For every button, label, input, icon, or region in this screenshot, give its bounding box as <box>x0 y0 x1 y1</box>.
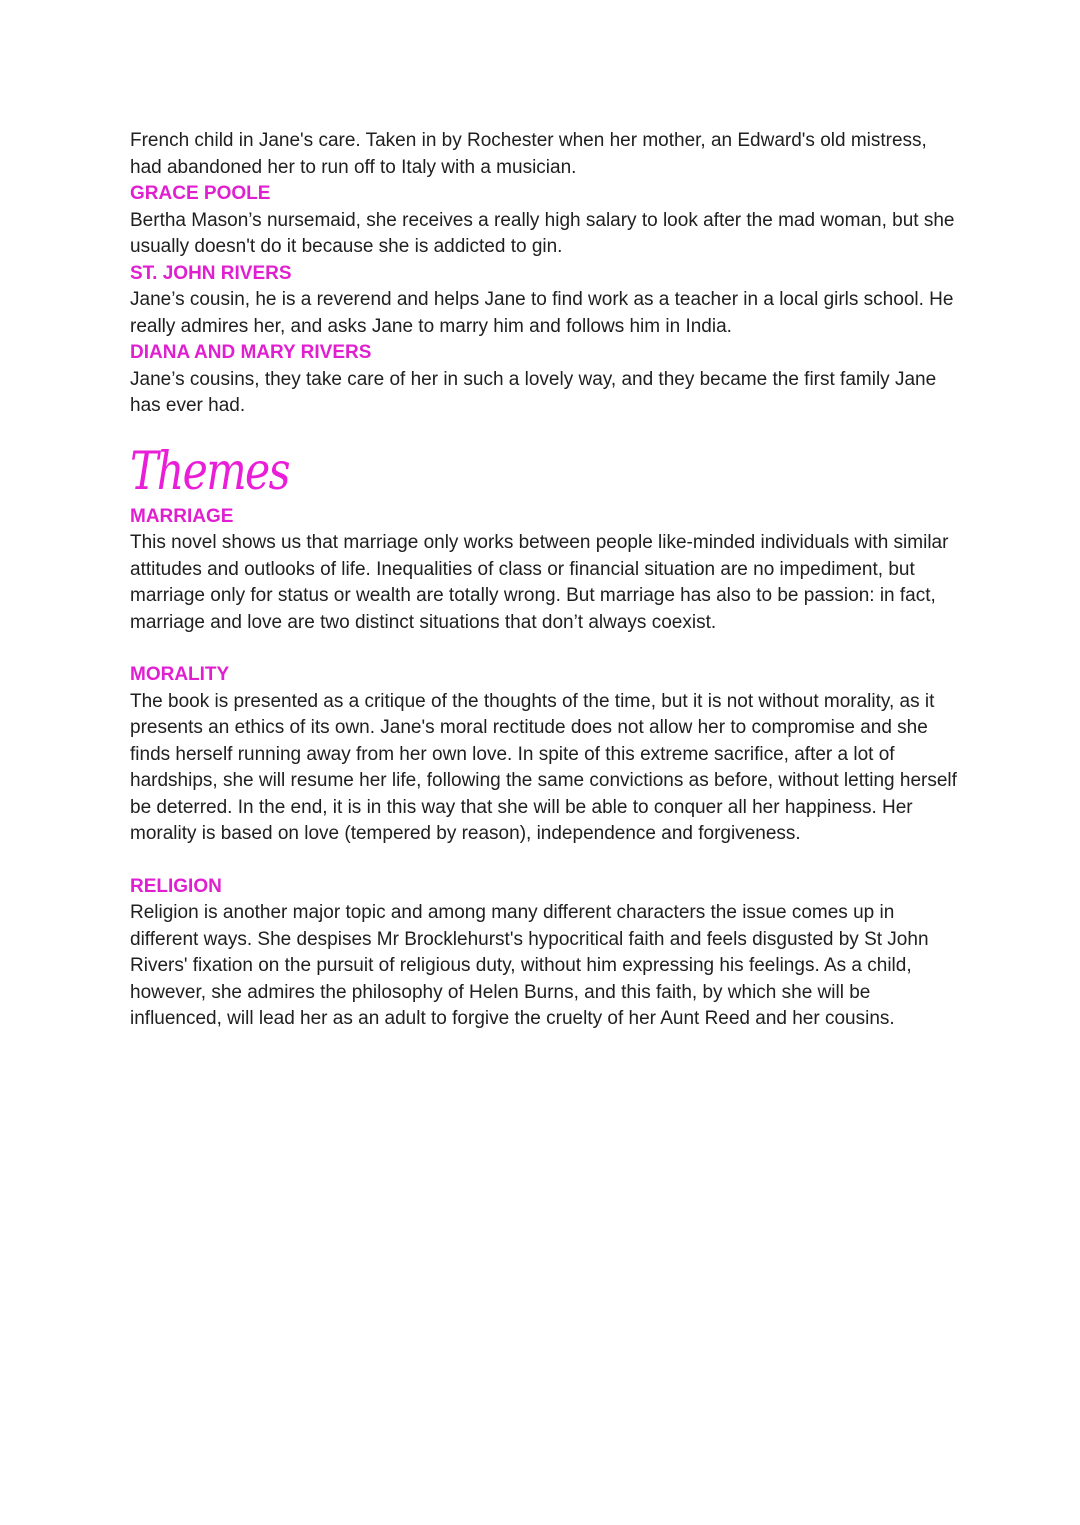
document-page <box>130 128 960 1033</box>
character-heading-grace-poole: GRACE POOLE <box>130 183 271 204</box>
themes-title: Themes <box>130 441 289 502</box>
characters-section <box>130 128 960 420</box>
theme-heading-morality: MORALITY <box>130 664 230 685</box>
character-description-diana-and-mary-rivers: Jane’s cousins, they take care of her in such a lovely way, and they became the first family Jane has ever had. <box>130 368 937 416</box>
character-heading-st-john-rivers: ST. JOHN RIVERS <box>130 262 292 284</box>
character-intro-text: French child in Jane's care. Taken in by Rochester when her mother, an Edward's old mistress, had abandoned her to run off to Italy with a musician. <box>130 130 927 178</box>
character-description-st-john-rivers: Jane’s cousin, he is a reverend and helps Jane to find work as a teacher in a local girls school. He really admires her, and asks Jane to marry him and follows him in India. <box>130 289 954 337</box>
themes-section <box>130 504 960 1033</box>
character-description-grace-poole: Bertha Mason’s nursemaid, she receives a really high salary to look after the mad woman, but she usually doesn't do it because she is addicted to gin. <box>130 209 955 257</box>
theme-heading-marriage: MARRIAGE <box>130 505 234 527</box>
theme-block-morality <box>130 662 960 848</box>
theme-block-religion <box>130 874 960 1033</box>
theme-text-marriage: This novel shows us that marriage only works between people like-minded individuals with similar attitudes and outlooks of life. Inequalities of class or financial situation are no impediment, but marriage only for status or wealth are totally wrong. But marriage has also to be passion: in fact, marriage and love are two distinct situations that don’t always coexist. <box>130 532 949 633</box>
theme-text-religion: Religion is another major topic and among many different characters the issue comes up in different ways. She despises Mr Brocklehurst's hypocritical faith and feels disgusted by St John Rivers' fixation on the pursuit of religious duty, without him expressing his feelings. As a child, however, she admires the philosophy of Helen Burns, and this faith, by which she will be influenced, will lead her as an adult to forgive the cruelty of her Aunt Reed and her cousins. <box>130 902 929 1029</box>
theme-heading-religion: RELIGION <box>130 875 222 897</box>
theme-block-marriage <box>130 504 960 637</box>
character-heading-diana-and-mary-rivers: DIANA AND MARY RIVERS <box>130 342 372 363</box>
theme-text-morality: The book is presented as a critique of the thoughts of the time, but it is not without morality, as it presents an ethics of its own. Jane's moral rectitude does not allow her to compromise and she finds herself running away from her own love. In spite of this extreme sacrifice, after a lot of hardships, she will resume her life, following the same convictions as before, without letting herself be deterred. In the end, it is in this way that she will be able to conquer all her happiness. Her morality is based on love (tempered by reason), independence and forgiveness. <box>130 690 957 844</box>
